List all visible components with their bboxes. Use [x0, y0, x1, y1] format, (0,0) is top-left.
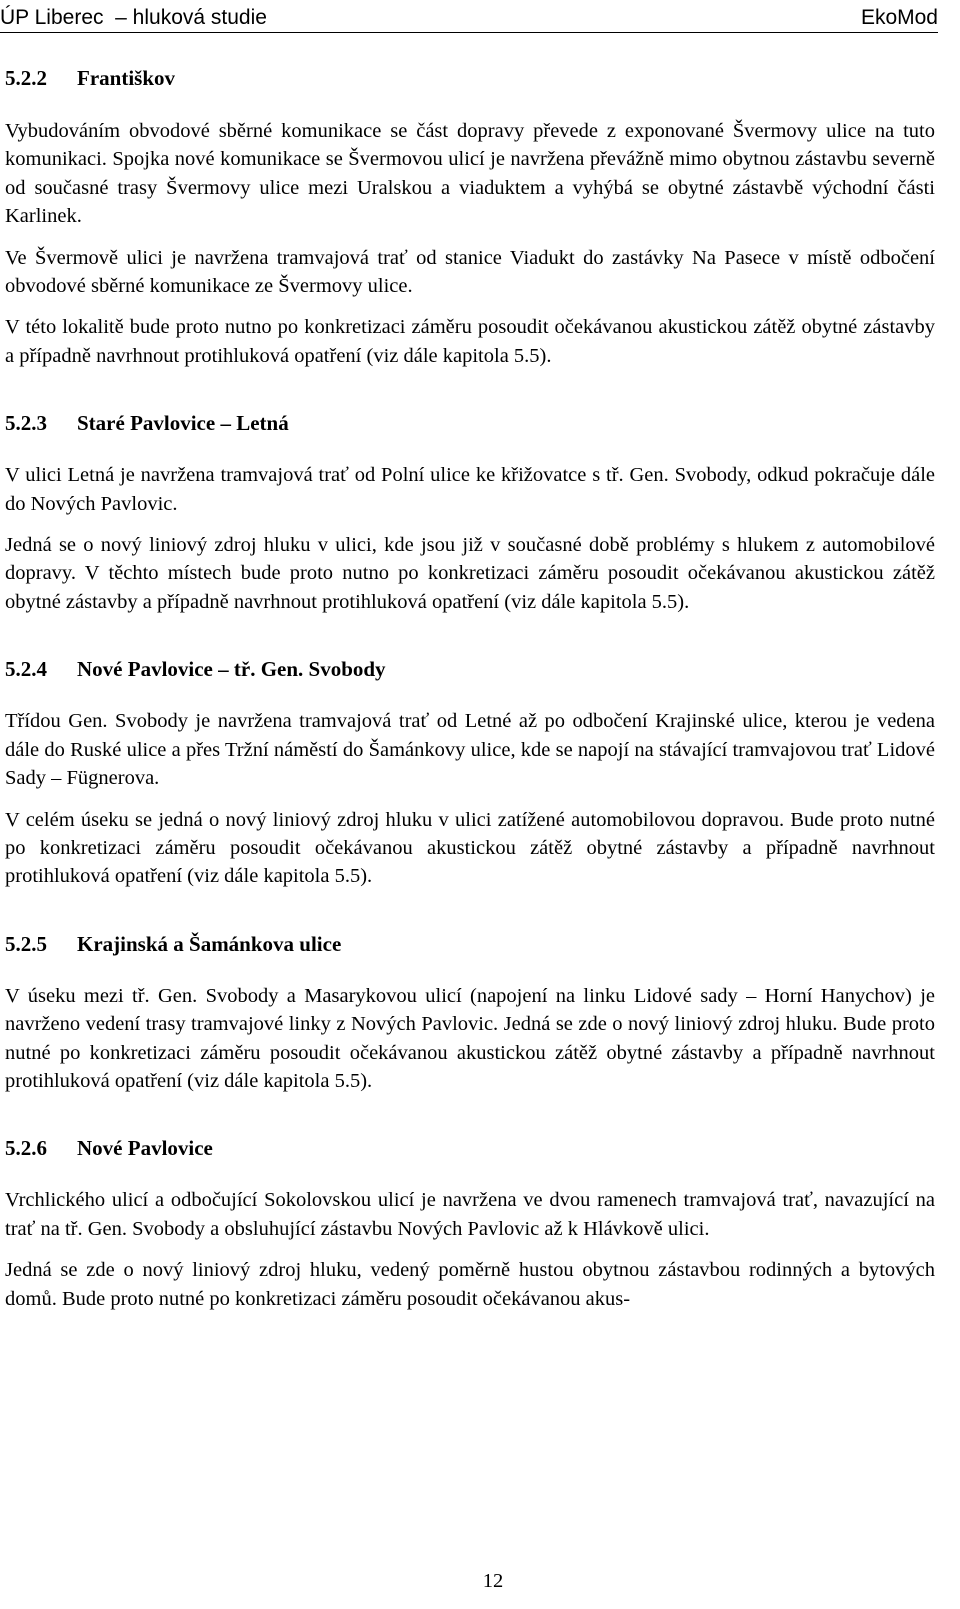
paragraph: V celém úseku se jedná o nový liniový zdroj hluku v ulici zatížené automobilovou dopravou. Bude proto nutné po konkretizaci záměru posoudit očekávanou akustickou zátěž obytné zástavby a případně navrhnout protihluková opatření (viz dále kapitola 5.5). — [5, 808, 935, 888]
section-frantiskov — [5, 64, 935, 370]
section-number: 5.2.3 — [5, 411, 47, 436]
page-footer — [0, 1570, 960, 1593]
header-title: ÚP Liberec – hluková studie — [0, 6, 267, 29]
paragraph: Jedná se o nový liniový zdroj hluku v ulici, kde jsou již v současné době problémy s hlukem z automobilové dopravy. V těchto místech bude proto nutno po konkretizaci záměru posoudit očekávanou akustickou zátěž obytné zástavby a případně navrhnout protihluková opatření (viz dále kapitola 5.5). — [5, 534, 935, 613]
section-krajinska-samankova — [5, 930, 935, 1096]
section-nove-pavlovice-gen-svobody — [5, 655, 935, 890]
section-heading — [5, 1134, 935, 1162]
paragraph: Třídou Gen. Svobody je navržena tramvajová trať od Letné až po odbočení Krajinské ulice, kterou je vedena dále do Ruské ulice a přes Tržní náměstí do Šamánkovy ulice, kde se napojí na stávající tramvajovou trať Lidové Sady – Fügnerova. — [5, 710, 935, 790]
header-company: EkoMod — [860, 6, 938, 29]
section-number: 5.2.2 — [5, 66, 47, 90]
page-header — [0, 2, 938, 33]
paragraph: Jedná se zde o nový liniový zdroj hluku, vedený poměrně hustou obytnou zástavbou rodinných a bytových domů. Bude proto nutné po konkretizaci záměru posoudit očekávanou akus- — [5, 1259, 935, 1310]
section-title: Nové Pavlovice – tř. Gen. Svobody — [77, 657, 386, 682]
paragraph: Ve Švermově ulici je navržena tramvajová trať od stanice Viadukt do zastávky Na Pasece v místě odbočení obvodové sběrné komunikace ze Švermovy ulice. — [5, 246, 935, 298]
page-content — [5, 64, 935, 1313]
paragraph: Vybudováním obvodové sběrné komunikace se část dopravy převede z exponované Švermovy ulice na tuto komunikaci. Spojka nové komunikace se Švermovou ulicí je navržena převážně mimo obytnou zástavbu severně od současné trasy Švermovy ulice mezi Uralskou a viaduktem a vyhýbá se obytné zástavbě východní části Karlinek. — [5, 120, 935, 228]
section-number: 5.2.4 — [5, 657, 47, 682]
section-heading — [5, 409, 935, 437]
paragraph: V této lokalitě bude proto nutno po konkretizaci záměru posoudit očekávanou akustickou zátěž obytné zástavby a případně navrhnout protihluková opatření (viz dále kapitola 5.5). — [5, 316, 935, 367]
page-number: 12 — [482, 1570, 504, 1592]
paragraph: V úseku mezi tř. Gen. Svobody a Masarykovou ulicí (napojení na linku Lidové sady – Horní Hanychov) je navrženo vedení trasy tramvajové linky z Nových Pavlovic. Jedná se zde o nový liniový zdroj hluku. Bude proto nutné po konkretizaci záměru posoudit očekávanou akustickou zátěž obytné zástavby a případně navrhnout protihluková opatření (viz dále kapitola 5.5). — [5, 984, 935, 1092]
section-heading — [5, 930, 935, 958]
section-title: Staré Pavlovice – Letná — [77, 411, 289, 436]
section-title: Františkov — [77, 66, 176, 90]
section-heading — [5, 655, 935, 683]
section-title: Nové Pavlovice — [77, 1136, 213, 1161]
section-stare-pavlovice-letna — [5, 409, 935, 616]
section-number: 5.2.5 — [5, 931, 47, 956]
paragraph: V ulici Letná je navržena tramvajová trať od Polní ulice ke křižovatce s tř. Gen. Svobody, odkud pokračuje dále do Nových Pavlovic. — [5, 464, 935, 515]
paragraph: Vrchlického ulicí a odbočující Sokolovskou ulicí je navržena ve dvou ramenech tramvajová trať, navazující na trať na tř. Gen. Svobody a obsluhující zástavbu Nových Pavlovic až k Hlávkově ulici. — [5, 1189, 935, 1240]
section-nove-pavlovice — [5, 1134, 935, 1313]
section-heading — [5, 64, 935, 92]
section-number: 5.2.6 — [5, 1136, 47, 1161]
section-title: Krajinská a Šamánkova ulice — [77, 931, 342, 956]
